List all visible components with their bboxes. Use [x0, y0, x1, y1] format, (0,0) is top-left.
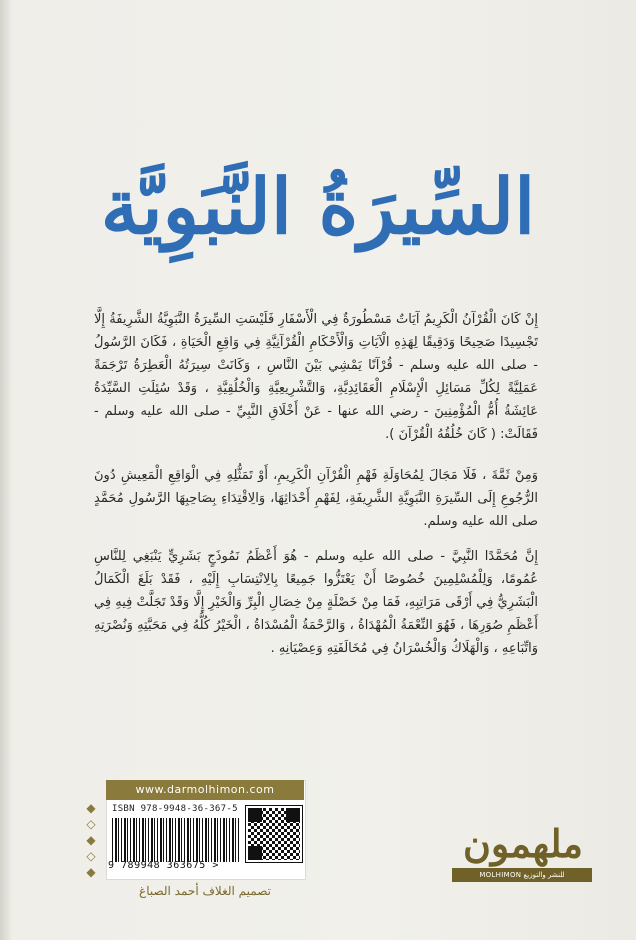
qr-code-icon — [246, 806, 302, 862]
paragraph-3-text: إِنَّ مُحَمَّدًا النَّبِيَّ - صلى الله عليه وسلم - هُوَ أَعْظَمُ نَمُوذَجٍ بَشَرِيٍّ يَنْبَغِي لِلنَّاسِ عُمُومًا، وَلِلْمُسْلِمِينَ خُصُوصًا أَنْ يَعْتَزُّوا جَمِيعًا بِالِانْتِسَابِ إِلَيْهِ ، فَقَدْ بَلَغَ الْكَمَالُ الْبَشَرِيُّ فِي أَرْقَى مَرَاتِبِهِ، فَمَا مِنْ خَصْلَةٍ مِنْ خِصَالِ الْبِرِّ وَالْخَيْرِ إِلَّا وَقَدْ تَجَلَّتْ فِيهِ فِي أَعْظَمِ صُوَرِهَا ، فَهُوَ النِّعْمَةُ الْمُهْدَاةُ ، وَالرَّحْمَةُ الْمُسْدَاةُ ، الْخَيْرُ كُلُّهُ فِي مَحَبَّتِهِ وَنُصْرَتِهِ وَاتِّبَاعِهِ ، وَالْهَلَاكُ وَالْخُسْرَانُ فِي مُخَالَفَتِهِ وَعِصْيَانِهِ . — [94, 549, 538, 656]
isbn-number: ISBN 978-9948-36-367-5 — [112, 804, 238, 814]
spine-edge — [0, 0, 10, 940]
paragraph-1-text: إِنْ كَانَ الْقُرْآنُ الْكَرِيمُ آيَاتٌ مَسْطُورَةٌ فِي الْأَسْفَارِ فَلَيْسَتِ السِّيرَةُ النَّبَوِيَّةُ الشَّرِيفَةُ إِلَّا تَجْسِيدًا صَحِيحًا وَدَقِيقًا لِهَذِهِ الْآيَاتِ وَالْأَحْكَامِ الْقُرْآنِيَّةِ فِي وَاقِعِ الْحَيَاةِ ، فَكَانَ الرَّسُولُ - صلى الله عليه وسلم - قُرْآنًا يَمْشِي بَيْنَ النَّاسِ ، وَكَانَتْ سِيرَتُهُ الْعَطِرَةُ تَرْجَمَةً عَمَلِيَّةً لِكُلِّ مَسَائِلِ الْإِسْلَامِ الْعَقَائِدِيَّةِ، وَالتَّشْرِيعِيَّةِ وَالْخُلُقِيَّةِ ، وَقَدْ سُئِلَتِ السَّيِّدَةُ عَائِشَةُ أُمُّ الْمُؤْمِنِينَ - رضي الله عنها - عَنْ أَخْلَاقِ النَّبِيِّ - صلى الله عليه وسلم - فَقَالَتْ: ( كَانَ خُلُقُهُ الْقُرْآنَ ). — [94, 312, 538, 442]
paragraph-2 — [94, 464, 538, 533]
paragraph-1 — [94, 308, 538, 446]
publisher-tagline: للنشر والتوزيع MOLHIMON — [452, 868, 592, 882]
decorative-diamonds-icon: ◆ ◇ ◆ ◇ ◆ — [86, 801, 96, 879]
publisher-logo: ملهمون — [463, 821, 583, 866]
cover-title: السِّيرَةُ النَّبَوِيَّة — [100, 162, 536, 251]
publisher-website[interactable]: www.darmolhimon.com — [106, 780, 304, 800]
paragraph-3 — [94, 545, 538, 660]
cover-designer-credit: تصميم الغلاف أحمد الصباغ — [139, 884, 271, 898]
barcode-icon — [112, 818, 240, 862]
barcode-digits: 9 789948 363675 > — [108, 860, 219, 871]
paragraph-2-text: وَمِنْ ثَمَّةَ ، فَلَا مَجَالَ لِمُحَاوَلَةِ فَهْمِ الْقُرْآنِ الْكَرِيمِ، أَوْ تَمَثُّلِهِ فِي الْوَاقِعِ الْمَعِيشِ دُونَ الرُّجُوعِ إِلَى السِّيرَةِ النَّبَوِيَّةِ الشَّرِيفَةِ، لِفَهْمِ أَحْدَاثِهَا، وَالِاقْتِدَاءِ بِصَاحِبِهَا الرَّسُولِ مُحَمَّدٍ صلى الله عليه وسلم. — [94, 468, 538, 529]
